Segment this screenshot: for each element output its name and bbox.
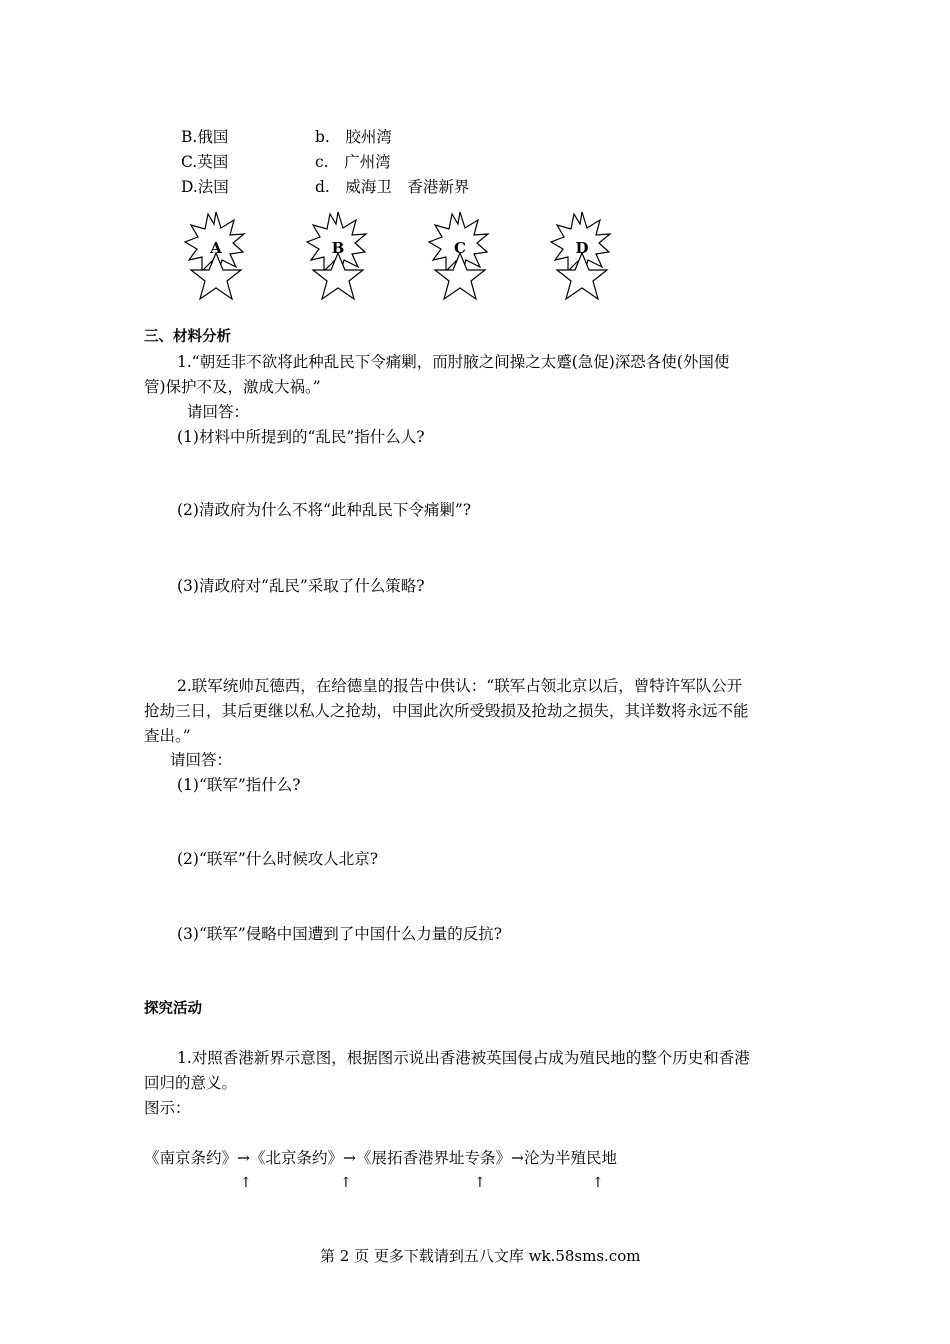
star-b-letter: B	[331, 239, 345, 257]
option-c-place: c. 广州湾	[315, 153, 391, 171]
option-d-country: D.法国	[181, 178, 229, 196]
star-d-icon	[551, 212, 610, 299]
explore-line2: 回归的意义。	[144, 1074, 238, 1092]
treaty-chain: 《南京条约》→《北京条约》→《展拓香港界址专条》→沦为半殖民地	[144, 1149, 617, 1167]
q2-line3: 查出。”	[144, 727, 191, 745]
star-d-letter: D	[575, 239, 589, 257]
star-figure	[180, 208, 630, 308]
star-a-icon	[185, 212, 244, 299]
explore-heading: 探究活动	[144, 1001, 202, 1017]
star-c-letter: C	[454, 239, 466, 257]
option-b-place: b. 胶州湾	[315, 128, 392, 146]
up-arrow-icon: ↑	[240, 1175, 252, 1191]
q1-line1: 1.“朝廷非不欲将此种乱民下令痛剿，而肘腋之间操之太蹙(急促)深恐各使(外国使	[177, 353, 730, 371]
q2-line2: 抢劫三日，其后更继以私人之抢劫，中国此次所受毁损及抢劫之损失，其详数将永远不能	[144, 702, 749, 720]
option-d-place: d. 威海卫 香港新界	[315, 178, 470, 196]
explore-line1: 1.对照香港新界示意图，根据图示说出香港被英国侵占成为殖民地的整个历史和香港	[177, 1049, 750, 1067]
q1-sub2: (2)清政府为什么不将“此种乱民下令痛剿”?	[177, 501, 472, 519]
q1-line2: 管)保护不及，激成大祸。”	[144, 378, 321, 396]
q1-prompt: 请回答：	[187, 403, 250, 421]
q1-sub1: (1)材料中所提到的“乱民”指什么人?	[177, 428, 425, 446]
q2-sub2: (2)“联军”什么时候攻人北京?	[177, 850, 379, 868]
up-arrow-icon: ↑	[340, 1175, 352, 1191]
option-b-country: B.俄国	[181, 128, 229, 146]
option-c-country: C.英国	[181, 153, 229, 171]
star-b-icon	[307, 212, 366, 299]
q2-sub3: (3)“联军”侵略中国遭到了中国什么力量的反抗?	[177, 925, 503, 943]
section3-heading: 三、材料分析	[144, 329, 231, 345]
q2-prompt: 请回答：	[170, 751, 233, 769]
up-arrow-icon: ↑	[474, 1175, 486, 1191]
explore-label: 图示：	[144, 1099, 191, 1117]
page-footer: 第 2 页 更多下载请到五八文库 wk.58sms.com	[320, 1247, 641, 1265]
q1-sub3: (3)清政府对“乱民”采取了什么策略?	[177, 577, 425, 595]
star-a-letter: A	[210, 239, 222, 257]
star-c-icon	[429, 212, 488, 299]
q2-sub1: (1)“联军”指什么?	[177, 776, 301, 794]
q2-line1: 2.联军统帅瓦德西，在给德皇的报告中供认：“联军占领北京以后，曾特许军队公开	[177, 677, 743, 695]
up-arrow-icon: ↑	[592, 1175, 604, 1191]
